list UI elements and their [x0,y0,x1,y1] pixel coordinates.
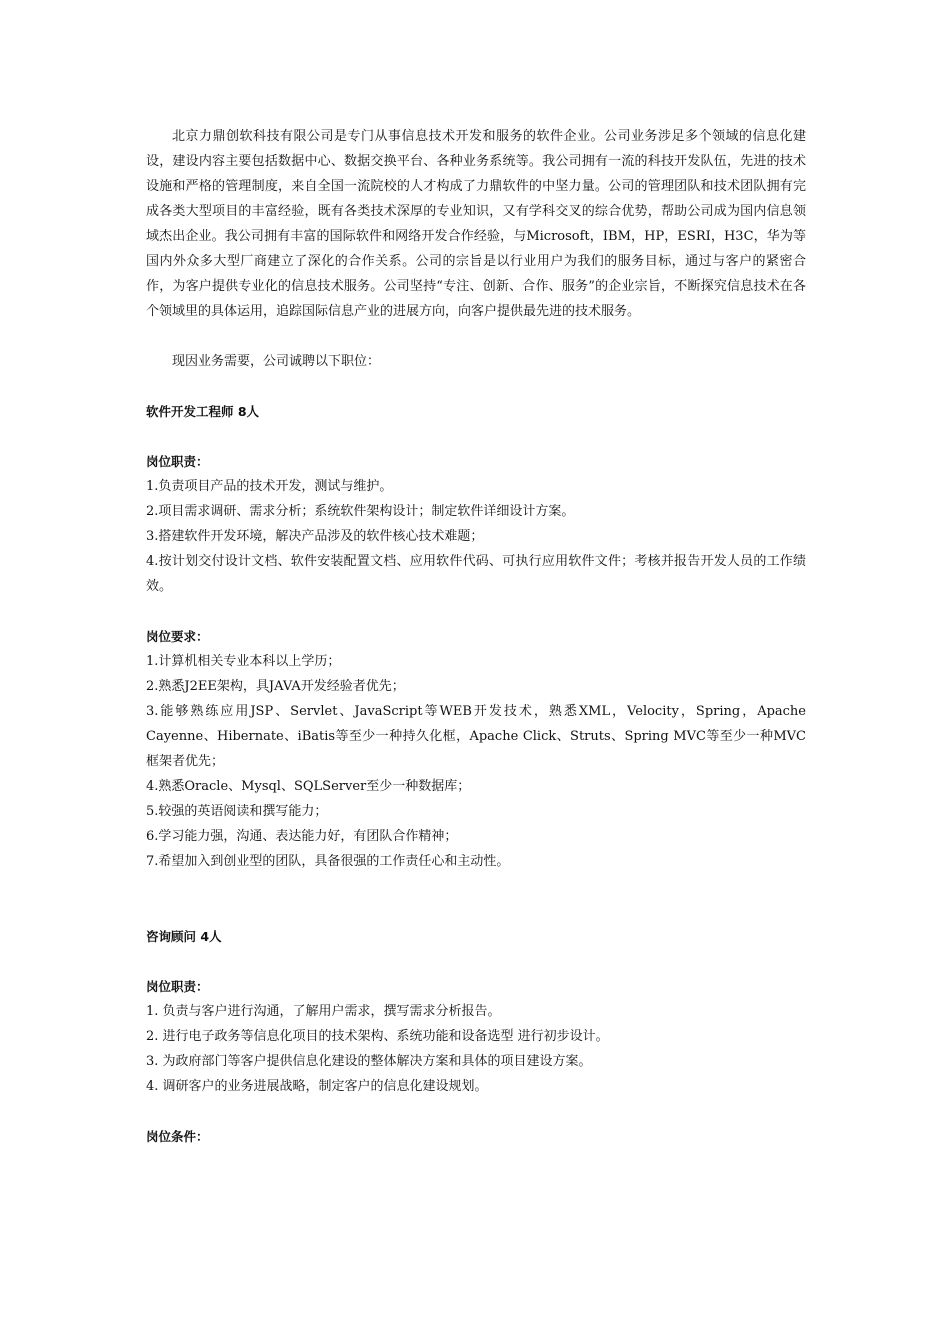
list-item: 4. 调研客户的业务进展战略，制定客户的信息化建设规划。 [146,1079,488,1094]
list-item: 1.负责项目产品的技术开发，测试与维护。 [146,479,393,494]
requirements-heading: 岗位要求： [146,629,209,644]
list-item: 4.按计划交付设计文档、软件安装配置文档、应用软件代码、可执行应用软件文件；考核并报告开发人员的工作绩效。 [146,554,806,594]
list-item: 2. 进行电子政务等信息化项目的技术架构、系统功能和设备选型 进行初步设计。 [146,1029,609,1044]
job-title-software-engineer: 软件开发工程师 8人 [146,404,260,419]
list-item: 3.搭建软件开发环境，解决产品涉及的软件核心技术难题； [146,529,484,544]
list-item: 4.熟悉Oracle、Mysql、SQLServer至少一种数据库； [146,779,471,794]
job-title-consultant: 咨询顾问 4人 [146,929,222,944]
duties-heading: 岗位职责： [146,454,209,469]
list-item: 2.熟悉J2EE架构，具JAVA开发经验者优先； [146,679,405,694]
duties-heading: 岗位职责： [146,979,209,994]
list-item: 3. 为政府部门等客户提供信息化建设的整体解决方案和具体的项目建设方案。 [146,1054,592,1069]
document-body [146,124,806,1149]
hiring-lead: 现因业务需要，公司诚聘以下职位： [172,354,381,369]
duties-list [146,474,806,599]
requirements-list [146,649,806,874]
list-item: 5.较强的英语阅读和撰写能力； [146,804,328,819]
list-item: 6.学习能力强，沟通、表达能力好，有团队合作精神； [146,829,458,844]
company-intro: 北京力鼎创软科技有限公司是专门从事信息技术开发和服务的软件企业。公司业务涉足多个领域的信息化建设，建设内容主要包括数据中心、数据交换平台、各种业务系统等。我公司拥有一流的科技开发队伍，先进的技术设施和严格的管理制度，来自全国一流院校的人才构成了力鼎软件的中坚力量。公司的管理团队和技术团队拥有完成各类大型项目的丰富经验，既有各类技术深厚的专业知识，又有学科交叉的综合优势，帮助公司成为国内信息领域杰出企业。我公司拥有丰富的国际软件和网络开发合作经验，与Microsoft，IBM，HP，ESRI，H3C，华为等国内外众多大型厂商建立了深化的合作关系。公司的宗旨是以行业用户为我们的服务目标，通过与客户的紧密合作，为客户提供专业化的信息技术服务。公司坚持“专注、创新、合作、服务”的企业宗旨，不断探究信息技术在各个领域里的具体运用，追踪国际信息产业的进展方向，向客户提供最先进的技术服务。 [146,129,806,319]
list-item: 3.能够熟练应用JSP、Servlet、JavaScript等WEB开发技术，熟悉XML，Velocity，Spring，Apache Cayenne、Hibernate、iBatis等至少一种持久化框，Apache Click、Struts、Spring MVC等至少一种MVC框架者优先； [146,704,806,769]
list-item: 1. 负责与客户进行沟通，了解用户需求，撰写需求分析报告。 [146,1004,501,1019]
list-item: 7.希望加入到创业型的团队，具备很强的工作责任心和主动性。 [146,854,510,869]
duties-list [146,999,806,1099]
conditions-heading: 岗位条件： [146,1129,209,1144]
list-item: 2.项目需求调研、需求分析；系统软件架构设计；制定软件详细设计方案。 [146,504,575,519]
list-item: 1.计算机相关专业本科以上学历； [146,654,341,669]
